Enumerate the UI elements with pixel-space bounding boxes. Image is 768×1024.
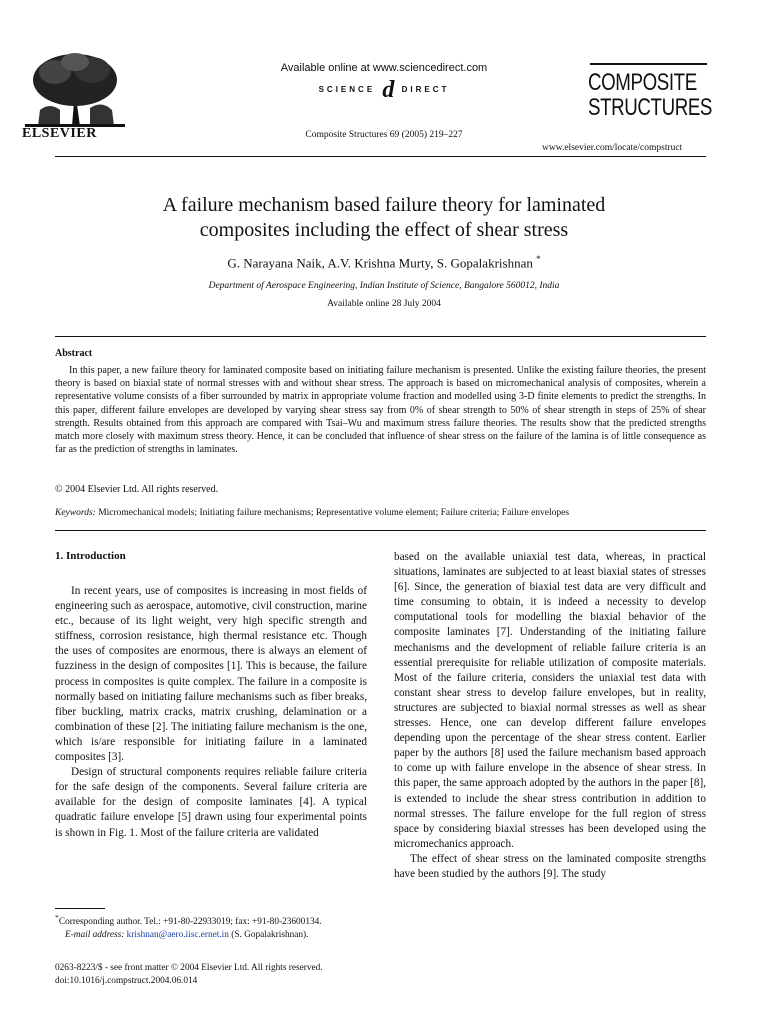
section-heading: 1. Introduction <box>55 550 126 562</box>
paragraph: The effect of shear stress on the laminated composite strengths have been studied by the authors [9]. The study <box>394 852 706 880</box>
email-label: E-mail address: <box>65 929 125 940</box>
footnote-rule <box>55 908 105 909</box>
journal-url[interactable]: www.elsevier.com/locate/compstruct <box>542 143 683 153</box>
keywords <box>55 508 569 518</box>
email-link[interactable]: krishnan@aero.iisc.ernet.in <box>126 929 229 940</box>
footnote-email <box>55 929 367 942</box>
footnote-mark: * <box>55 913 59 922</box>
authors-text: G. Narayana Naik, A.V. Krishna Murty, S. Gopalakrishnan <box>227 255 533 271</box>
available-online-link[interactable]: Available online at www.sciencedirect.com <box>280 62 488 74</box>
footnote-corresponding <box>55 912 367 929</box>
doi-line[interactable]: doi:10.1016/j.compstruct.2004.06.014 <box>55 976 198 986</box>
page-footer <box>55 962 323 988</box>
keywords-list: Micromechanical models; Initiating failure mechanisms; Representative volume element; Failure criteria; Failure envelopes <box>98 508 570 518</box>
sciencedirect-right: DIRECT <box>401 85 450 95</box>
journal-rule <box>590 63 707 65</box>
journal-name-line2: STRUCTURES <box>588 94 713 121</box>
abstract-top-divider <box>55 336 706 337</box>
journal-name-line1: COMPOSITE <box>588 69 697 96</box>
abstract-text: In this paper, a new failure theory for laminated composite based on initiating failure mechanism is presented. Unlike the existing failure theories, the present theory is based on biaxial state of normal stresses with and without shear stress. The approach is based on micromechanical analysis of composites, wherein a representative volume consists of a fiber surrounded by matrix in appropriate volume fraction and modelled using 3-D finite elements to predict the strengths. In this paper, different failure envelopes are developed by varying shear stress say from 0% of shear strength to 50% of shear strength in steps of 25% of shear strength. Results obtained from this approach are compared with Tsai–Wu and maximum stress failure theories. The results show that the predicted strengths match more closely with maximum stress theory. Hence, it can be concluded that influence of shear stress on the failure of the lamina is of little consequence as far as the prediction of strengths in laminates. <box>55 365 706 456</box>
affiliation: Department of Aerospace Engineering, Indian Institute of Science, Bangalore 560012, India <box>208 281 560 291</box>
email-suffix: (S. Gopalakrishnan). <box>231 929 309 940</box>
keywords-label: Keywords: <box>55 508 96 518</box>
article-title <box>0 193 768 243</box>
abstract-copyright: © 2004 Elsevier Ltd. All rights reserved. <box>55 484 219 495</box>
footnote <box>55 912 367 941</box>
journal-name <box>588 69 713 121</box>
footnote-corresponding-text: Corresponding author. Tel.: +91-80-22933019; fax: +91-80-23600134. <box>58 917 322 928</box>
abstract-bottom-divider <box>55 530 706 531</box>
paragraph: Design of structural components requires reliable failure criteria for the safe design of the components. Several failure criteria are available for the design of composite laminates [4]. A typical quadratic failure envelope [5] drawn using four experimental points is shown in Fig. 1. Most of the failure criteria are validated <box>55 766 367 839</box>
author-footnote-mark[interactable]: * <box>536 254 541 264</box>
journal-citation: Composite Structures 69 (2005) 219–227 <box>305 130 463 140</box>
author-list <box>0 254 768 271</box>
column-left <box>55 584 367 841</box>
sciencedirect-at-icon: d <box>382 77 395 103</box>
publisher-name: ELSEVIER <box>22 126 97 141</box>
issn-line: 0263-8223/$ - see front matter © 2004 Elsevier Ltd. All rights reserved. <box>55 963 323 973</box>
paragraph: based on the available uniaxial test data, whereas, in practical situations, laminates are subjected to at least biaxial states of stresses [6]. Since, the generation of biaxial test data are very difficult and time consuming to obtain, it is indeed a necessity to develop computational tools for modelling the biaxial behavior of the composite laminates [7]. Understanding of the initiating failure mechanisms and the development of reliable failure criteria is an essential prerequisite for reliable utilization of composite materials. Most of the failure criteria, considers the uniaxial test data with constant shear stress to develop failure envelopes, but in reality, structures are subjected to biaxial normal stresses as well as shear stresses. Hence, one can develop different failure envelopes depending upon the percentage of the shear stress content. Earlier paper by the authors [8] used the failure mechanism based approach to come up with failure envelope in the absence of shear stress. In this paper, the same approach adopted by the authors in the paper [8], is extended to include the shear stress contribution in addition to normal stresses. The failure envelope for the full region of stress space by considering biaxial stresses has been developed using the micromechanics approach. <box>394 551 706 850</box>
title-line-2: composites including the effect of shear stress <box>199 219 569 241</box>
paragraph: In recent years, use of composites is increasing in most fields of engineering such as aerospace, automotive, civil construction, marine etc., because of its light weight, very high specific strength and stiffness, corrosion resistance, high thermal resistance etc. Though the uses of composites are enormous, there is always an element of fuzziness in the design of composites [1]. This is because, the failure process in composites is quite complex. The failure in a composite is normally based on initiating failure mechanisms such as fiber breaks, fiber buckling, matrix cracks, matrix crushing, delamination or a combination of these [2]. The initiating failure mechanism is the one, which is/are responsible for initiating failure in a laminated composites [3]. <box>55 585 367 764</box>
sciencedirect-left: SCIENCE <box>318 85 376 95</box>
column-right <box>394 550 706 882</box>
online-date: Available online 28 July 2004 <box>327 299 441 309</box>
abstract-heading: Abstract <box>55 348 93 359</box>
title-line-1: A failure mechanism based failure theory for laminated <box>162 194 606 216</box>
header-divider <box>55 156 706 157</box>
